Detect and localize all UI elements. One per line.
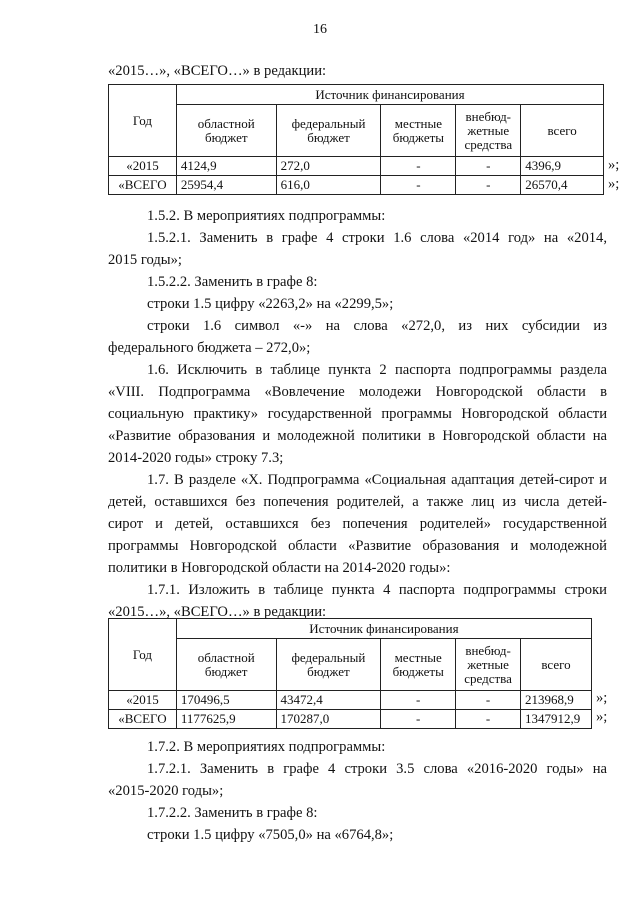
header-regional: областной бюджет bbox=[176, 639, 276, 691]
text-line: 1.7.2. В мероприятиях подпрограммы: bbox=[147, 739, 386, 755]
table-row: «2015 4124,9 272,0 - - 4396,9 bbox=[109, 157, 604, 176]
row-suffix: »; bbox=[596, 709, 608, 725]
text-line: «Развитие образования и молодежной политики в Новгородской области на bbox=[108, 428, 607, 444]
header-year: Год bbox=[109, 619, 177, 691]
text-line: 1.7. В разделе «X. Подпрограмма «Социальная адаптация детей-сирот и bbox=[147, 472, 607, 488]
text-line: «2015…», «ВСЕГО…» в редакции: bbox=[108, 63, 327, 79]
text-line: 1.5.2. В мероприятиях подпрограммы: bbox=[147, 208, 386, 224]
row-suffix: »; bbox=[596, 690, 608, 706]
table-row: «ВСЕГО 25954,4 616,0 - - 26570,4 bbox=[109, 176, 604, 195]
text-line: детей, оставшихся без попечения родителей, а также лиц из числа детей- bbox=[108, 494, 607, 510]
text-line: «2015…», «ВСЕГО…» в редакции: bbox=[108, 604, 327, 620]
header-extra: внебюд- жетные средства bbox=[456, 639, 521, 691]
text-line: строки 1.6 символ «-» на слова «272,0, из них субсидии из bbox=[147, 318, 607, 334]
text-line: строки 1.5 цифру «7505,0» на «6764,8»; bbox=[147, 827, 394, 843]
header-local: местные бюджеты bbox=[381, 639, 456, 691]
financing-table-1 bbox=[108, 84, 604, 195]
header-local: местные бюджеты bbox=[381, 105, 456, 157]
header-federal: федеральный бюджет bbox=[276, 105, 381, 157]
text-line: 1.5.2.2. Заменить в графе 8: bbox=[147, 274, 318, 290]
text-line: «VIII. Подпрограмма «Вовлечение молодежи Новгородской области в bbox=[108, 384, 607, 400]
text-line: федерального бюджета – 272,0»; bbox=[108, 340, 311, 356]
text-line: «2015-2020 годы»; bbox=[108, 783, 224, 799]
header-source: Источник финансирования bbox=[176, 619, 591, 639]
header-source: Источник финансирования bbox=[176, 85, 603, 105]
text-line: 2014-2020 годы» строку 7.3; bbox=[108, 450, 284, 466]
page-number: 16 bbox=[313, 22, 327, 37]
header-total: всего bbox=[521, 639, 592, 691]
text-line: 1.7.1. Изложить в таблице пункта 4 паспорта подпрограммы строки bbox=[147, 582, 607, 598]
text-line: 2015 годы»; bbox=[108, 252, 182, 268]
text-line: 1.7.2.2. Заменить в графе 8: bbox=[147, 805, 318, 821]
text-line: политики в Новгородской области на 2014-2020 годы»: bbox=[108, 560, 451, 576]
header-regional: областной бюджет bbox=[176, 105, 276, 157]
row-suffix: »; bbox=[608, 157, 620, 173]
table-row: «2015 170496,5 43472,4 - - 213968,9 bbox=[109, 691, 592, 710]
text-line: 1.5.2.1. Заменить в графе 4 строки 1.6 слова «2014 год» на «2014, bbox=[147, 230, 607, 246]
text-line: программы Новгородской области «Развитие образования и молодежной bbox=[108, 538, 607, 554]
text-line: 1.6. Исключить в таблице пункта 2 паспорта подпрограммы раздела bbox=[147, 362, 607, 378]
table-row: «ВСЕГО 1177625,9 170287,0 - - 1347912,9 bbox=[109, 710, 592, 729]
financing-table-2 bbox=[108, 618, 592, 729]
header-total: всего bbox=[521, 105, 604, 157]
header-extra: внебюд- жетные средства bbox=[456, 105, 521, 157]
header-federal: федеральный бюджет bbox=[276, 639, 381, 691]
header-year: Год bbox=[109, 85, 177, 157]
text-line: 1.7.2.1. Заменить в графе 4 строки 3.5 слова «2016-2020 годы» на bbox=[147, 761, 607, 777]
text-line: сирот и детей, оставшихся без попечения родителей» государственной bbox=[108, 516, 607, 532]
text-line: социальную практику» государственной программы Новгородской области bbox=[108, 406, 607, 422]
text-line: строки 1.5 цифру «2263,2» на «2299,5»; bbox=[147, 296, 394, 312]
row-suffix: »; bbox=[608, 176, 620, 192]
